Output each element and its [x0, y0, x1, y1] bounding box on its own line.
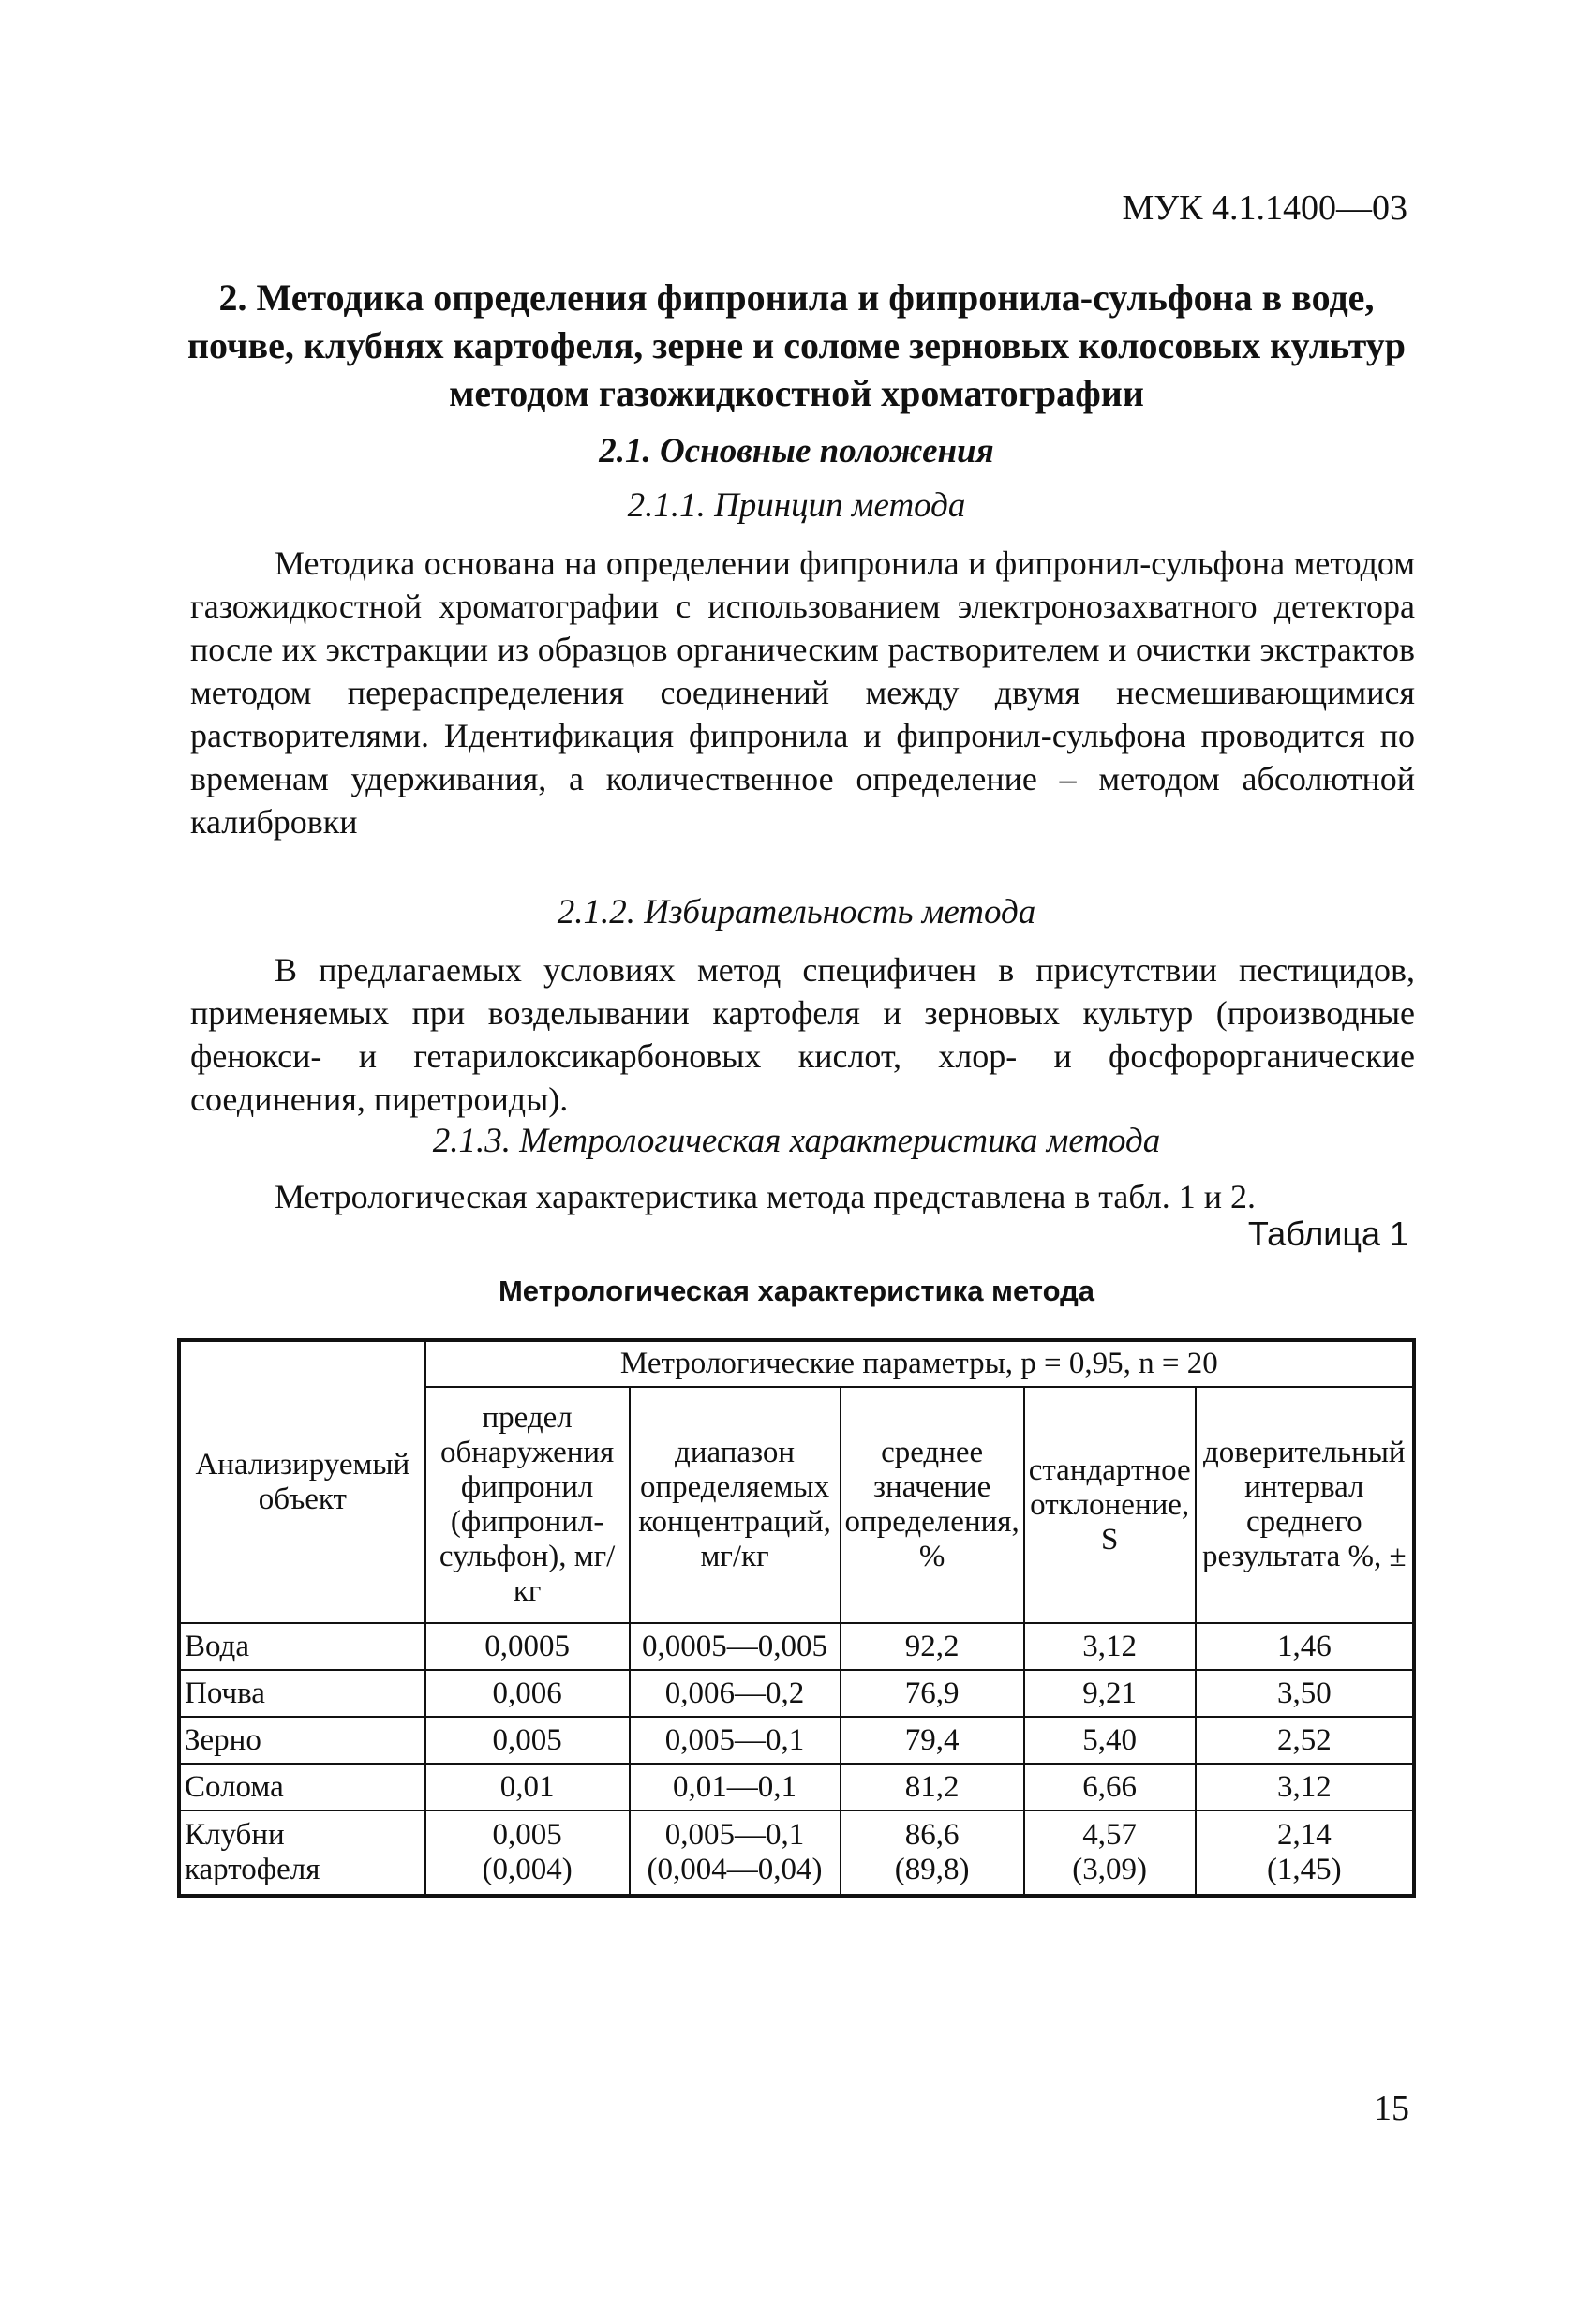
table-header-row: [179, 1340, 1414, 1387]
cell-ci: 3,50: [1196, 1670, 1414, 1717]
cell-lod: 0,01: [425, 1764, 630, 1810]
table-row: [179, 1810, 1414, 1896]
cell-mean: 81,2: [841, 1764, 1024, 1810]
cell-mean-value: 86,6: [904, 1818, 960, 1852]
table-number: Таблица 1: [1247, 1214, 1408, 1253]
table-row: [179, 1623, 1414, 1670]
metrology-table: [177, 1338, 1416, 1898]
cell-range-sulfone: (0,004—0,04): [647, 1853, 823, 1886]
cell-range: 0,005—0,1: [630, 1717, 841, 1764]
subsection-title-2-1-2: 2.1.2. Избирательность метода: [557, 893, 1036, 931]
cell-mean: 79,4: [841, 1717, 1024, 1764]
cell-sd: [1024, 1810, 1196, 1896]
column-header-object: Анализируемый объект: [179, 1340, 425, 1623]
paragraph-selectivity: В предлагаемых условиях метод специфичен в присутствии пестицидов, применяемых при возделывании картофеля и зерновых культур (производные фенокси- и гетарилоксикарбоновых кислот, хлор- и фосфорорганические соединения, пиретроиды).: [190, 951, 1415, 1118]
cell-lod: [425, 1810, 630, 1896]
cell-lod: 0,005: [425, 1717, 630, 1764]
cell-object: Клубни картофеля: [179, 1810, 425, 1896]
subsection-title-2-1-3: 2.1.3. Метрологическая характеристика метода: [432, 1122, 1161, 1160]
cell-sd-sulfone: (3,09): [1072, 1853, 1148, 1886]
column-header-ci: доверительный интервал среднего результата %, ±: [1196, 1387, 1414, 1623]
table-row: [179, 1670, 1414, 1717]
cell-sd: 5,40: [1024, 1717, 1196, 1764]
column-header-range: диапазон определяемых концентраций, мг/кг: [630, 1387, 841, 1623]
cell-ci: 2,52: [1196, 1717, 1414, 1764]
cell-range: 0,01—0,1: [630, 1764, 841, 1810]
cell-mean: 76,9: [841, 1670, 1024, 1717]
cell-mean: 92,2: [841, 1623, 1024, 1670]
paragraph-metrology: Метрологическая характеристика метода представлена в табл. 1 и 2.: [275, 1178, 1257, 1215]
cell-ci-value: 2,14: [1276, 1818, 1332, 1852]
cell-mean: [841, 1810, 1024, 1896]
cell-sd: 3,12: [1024, 1623, 1196, 1670]
cell-sd-value: 4,57: [1082, 1818, 1138, 1852]
cell-lod-value: 0,005: [492, 1818, 562, 1852]
cell-object: Зерно: [179, 1717, 425, 1764]
paragraph-principle: Методика основана на определении фипронила и фипронил-сульфона методом газожидкостной хроматографии с использованием электронозахватного детектора после их экстракции из образцов органическим растворителем и очистки экстрактов методом перераспределения соединений между двумя несмешивающимися растворителями. Идентификация фипронила и фипронил-сульфона проводится по временам удерживания, а количественное определение – методом абсолютной калибровки: [190, 544, 1415, 841]
section-title: 2. Методика определения фипронила и фипронила-сульфона в воде, почве, клубнях картофеля, зерне и соломе зерновых колосовых культур методом газожидкостной хроматографии: [186, 276, 1407, 414]
column-header-lod: предел обнаружения фипронил (фипронил-сульфон), мг/кг: [425, 1387, 630, 1623]
cell-sd: 9,21: [1024, 1670, 1196, 1717]
cell-range-value: 0,005—0,1: [664, 1818, 805, 1852]
cell-sd: 6,66: [1024, 1764, 1196, 1810]
cell-object: Солома: [179, 1764, 425, 1810]
cell-ci: 3,12: [1196, 1764, 1414, 1810]
table-row: [179, 1764, 1414, 1810]
cell-range: 0,0005—0,005: [630, 1623, 841, 1670]
cell-ci: [1196, 1810, 1414, 1896]
subsection-title-2-1-1: 2.1.1. Принцип метода: [627, 486, 966, 525]
table-row: [179, 1717, 1414, 1764]
cell-range: 0,006—0,2: [630, 1670, 841, 1717]
cell-object: Вода: [179, 1623, 425, 1670]
column-header-sd: стандартное отклонение, S: [1024, 1387, 1196, 1623]
cell-mean-sulfone: (89,8): [894, 1853, 970, 1886]
subsection-title-2-1: 2.1. Основные положения: [599, 432, 994, 470]
column-group-header: Метрологические параметры, p = 0,95, n = 20: [425, 1340, 1414, 1387]
column-header-mean: среднее значение определения, %: [841, 1387, 1024, 1623]
page-number: 15: [1374, 2089, 1409, 2128]
cell-lod: 0,006: [425, 1670, 630, 1717]
cell-object: Почва: [179, 1670, 425, 1717]
cell-range: [630, 1810, 841, 1896]
cell-lod: 0,0005: [425, 1623, 630, 1670]
cell-ci-sulfone: (1,45): [1266, 1853, 1342, 1886]
table-title: Метрологическая характеристика метода: [498, 1274, 1095, 1307]
document-code: МУК 4.1.1400—03: [1122, 188, 1407, 228]
cell-ci: 1,46: [1196, 1623, 1414, 1670]
cell-lod-sulfone: (0,004): [482, 1853, 573, 1886]
